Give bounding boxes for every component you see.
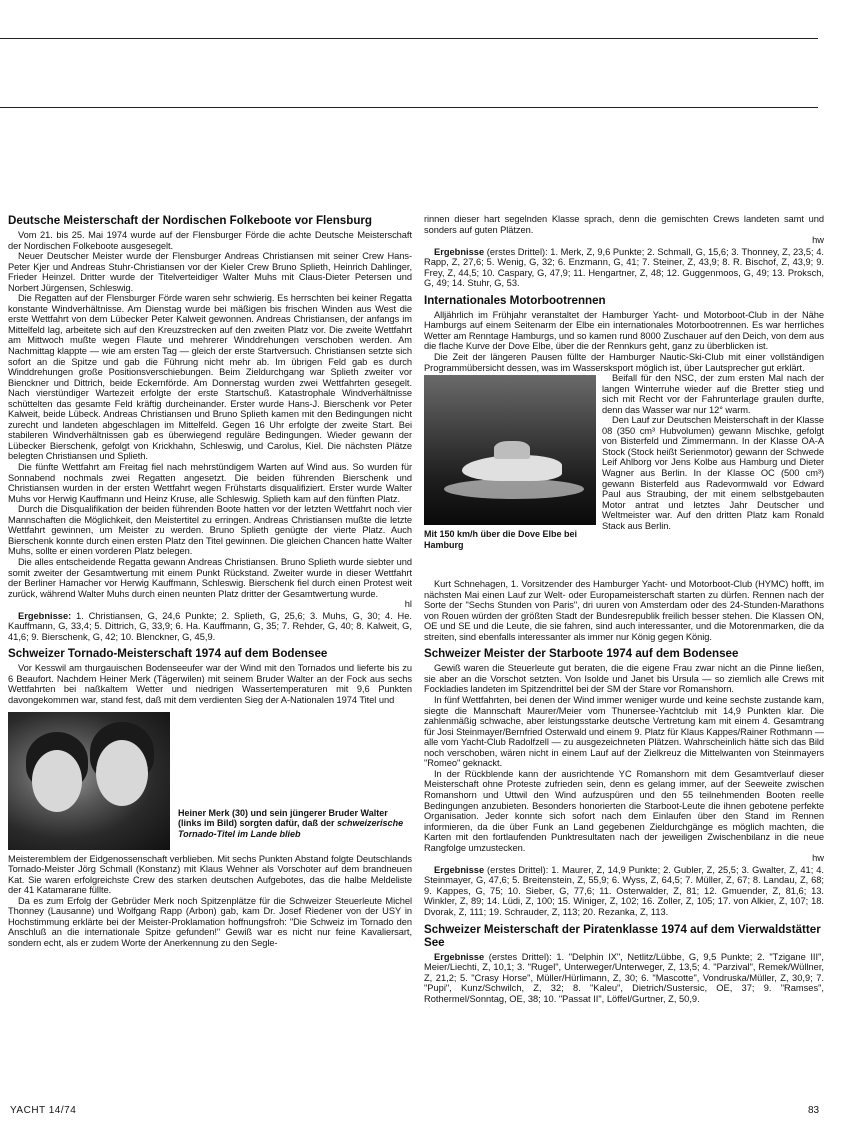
- left-column: [8, 214, 412, 1100]
- author-signature: hw: [812, 853, 824, 864]
- results-paragraph: [424, 865, 824, 918]
- author-signature: hw: [812, 235, 824, 246]
- paragraph: Die fünfte Wettfahrt am Freitag fiel nach mehrstündigem Warten auf Wind aus. So wurden für Sonnabend nochmals zwei Regatten angesetzt. Die beiden führenden Bierschenk und Christiansen wurden in der ersten Wettfahrt wegen Frühstarts disqualifiziert. Erster wurde Walter Muhs vor Herwig Kauffmann und Heinz Kruse, alle Schleswig. Splieth kam auf den fünften Platz.: [8, 462, 412, 504]
- caption-text: Heiner Merk (30) und sein jüngerer Bruder Walter (links im Bild) sorgten dafür, daß der: [178, 807, 388, 829]
- paragraph: Durch die Disqualifikation der beiden führenden Boote hatten vor der letzten Wettfahrt noch vier Mannschaften die Möglichkeit, den Meistertitel zu erringen. Andreas Christiansen mußte die letzte Wettfahrt gewinnen, um Meister zu werden. Bruno Splieth genügte der vierte Platz. Auch Bierschenk konnte durch einen ersten Platz den Titel gewinnen. Die gleichen Chancen hatte Walter Muhs, sollte er einen vorderen Platz belegen.: [8, 504, 412, 557]
- article-title-folkeboote: Deutsche Meisterschaft der Nordischen Folkeboote vor Flensburg: [8, 214, 372, 227]
- paragraph: Kurt Schnehagen, 1. Vorsitzender des Hamburger Yacht- und Motorboot-Club (HYMC) hofft, im nächsten Mai einen Lauf zur Welt- oder Europameisterschaft starten zu dürfen. Rennen nach der Sorte der "Sechs Stunden von Paris", dri uuren von Amsterdam oder des 24-Stunden-Marathons von Rouen würden der größten Stadt der Bundesrepublik freilich besser stehen. Die Klassen ON, OE und SE und die Leute, die sie fahren, sind auch interessanter, und die Motorenmarken, die da streiten, sind ebenfalls interessanter als immer nur König gegen König.: [424, 579, 824, 642]
- results-paragraph: [8, 611, 412, 643]
- paragraph: In fünf Wettfahrten, bei denen der Wind immer weniger wurde und keine sechste zustande kam, siegte die Mannschaft Maurer/Meier vom Thunersee-Yachtclub mit 14,9 Punkten klar. Die zahlenmäßig schwache, aber leistungsstarke deutsche Vertretung kam mit einem 4. Gesamtrang für Josi Steinmayer/Bernfried Osterwald und einem 9. Platz für Klaus Kappes/Rainer Rothmann — alle vom Yacht-Club Radolfzell — zu ausgezeichneten Plätzen. Wahrscheinlich hätte sich das Bild noch verschoben, wären nicht in einem Lauf auf der Zielkreuz die Mittelwanten von Steinmayers "Romeo" geknackt.: [424, 695, 824, 769]
- results-label: Ergebnisse:: [18, 610, 72, 621]
- results-label: Ergebnisse: [434, 951, 485, 962]
- paragraph: Vor Kesswil am thurgauischen Bodenseeufer war der Wind mit den Tornados und lieferte bis zu 6 Beaufort. Nachdem Heiner Merk (Tägerwilen) mit seinem Bruder Walter an der Fock aus sechs Wettfahrten bei naßkaltem Wetter und niedrigen Wassertemperaturen mit 9,6 Punkten davongekommen war, stand fest, daß mit dem verdienten Sieg der A-Nationalen 1974 Titel und: [8, 663, 412, 705]
- results-paragraph: [424, 247, 824, 289]
- paragraph: Alljährlich im Frühjahr veranstaltet der Hamburger Yacht- und Motorboot-Club in der Nähe Hamburgs auf einem Seitenarm der Elbe ein internationales Motorbootrennen. Es war herrliches Wetter am Renntage Hamburgs, und so kamen rund 8000 Zuschauer auf den Deich, von dem aus die flache Kurve der Dove Elbe, über die der Rennkurs geht, ganz zu überblicken ist.: [424, 309, 824, 352]
- paragraph: Die alles entscheidende Regatta gewann Andreas Christiansen. Bruno Splieth wurde siebter und somit zweiter der Gesamtwertung mit einem Punkt Rückstand. Zweiter wurde in dieser Wettfahrt der Berliner Hamacher vor Herwig Kauffmann, Schleswig. Bierschenk fiel durch einen Protest weit zurück, während Walter Muhs durch einen neunten Platz dritter der Gesamtwertung wurde.: [8, 556, 412, 599]
- photo-powerboat: [424, 375, 596, 525]
- paragraph: Neuer Deutscher Meister wurde der Flensburger Andreas Christiansen mit seiner Crew Hans-Peter Kjer und Andreas Stuhr-Christiansen vor der Kieler Crew Bruno Splieth, Heinrich Dahlinger, Frieder Heinzel. Dritter wurde der Titelverteidiger Walter Muhs mit Claus-Dieter Petersen und Norbert Jürgensen, Schleswig.: [8, 251, 412, 293]
- results-text: 1. Christiansen, G, 24,6 Punkte; 2. Splieth, G, 25,6; 3. Muhs, G, 30; 4. He. Kauffmann, G, 33,4; 5. Dittrich, G, 33,9; 6. Ha. Kauffmann, G, 35; 7. Rehder, G, 40; 8. Kalweit, G, 41,6; 9. Bierschenk, G, 42; 10. Blenckner, G, 45,9.: [8, 610, 412, 642]
- article-title-starboote: Schweizer Meister der Starboote 1974 auf dem Bodensee: [424, 647, 739, 661]
- paragraph: Beifall für den NSC, der zum ersten Mal nach der langen Winterruhe wieder auf die Bretter stieg und sich mit Recht vor der Fahrunterlage graulen durfte, denn das Wasser war nur 12° warm.: [602, 373, 824, 415]
- right-column: [424, 214, 824, 1100]
- paragraph: Vom 21. bis 25. Mai 1974 wurde auf der Flensburger Förde die achte Deutsche Meisterschaft der Nordischen Folkeboote ausgesegelt.: [8, 230, 412, 251]
- results-text: (erstes Drittel): 1. "Delphin IX", Netlitz/Lübbe, G, 9,5 Punkte; 2. "Tzigane III", Meier/Liechti, Z, 10,1; 3. "Rugel", Unterweger/Unterweger, Z, 13,5; 4. "Parzival", Remek/Wüllner, Z, 21,2; 5. "Crasy Horse", Müller/Hürlimann, Z, 30; 6. "Mascotte", Vondruska/Müller, Z, 30,9; 7. "Pupi", Kunz/Schwilch, Z, 32; 8. "Kaleu", Dietrich/Sustersic, OE, 37; 9. "Ramses", Rothermel/Sonntag, OE, 38; 10. "Passat II", Löffel/Gurtner, Z, 50,9.: [424, 951, 824, 1004]
- magazine-footer: YACHT 14/74: [10, 1105, 77, 1116]
- photo-caption-boat: Mit 150 km/h über die Dove Elbe bei Hamburg: [424, 529, 578, 550]
- paragraph: Da es zum Erfolg der Gebrüder Merk noch Spitzenplätze für die Schweizer Steuerleute Michel Thonney (Lausanne) und Wolfgang Rapp (Arbon) gab, kam Dr. Josef Riedener von der USY in Hochstimmung erklärte bei der Meister-Proklamation hoffnungsfroh: "Die Schweiz im Tornado den Anschluß an die internationale Spitze gefunden!" Gewiß war es nicht nur feine Kavaliersart, sondern echt, als er zudem Worte der Anerkennung zu den Segle-: [8, 895, 412, 948]
- results-label: Ergebnisse: [434, 246, 485, 257]
- article-title-motorboot: Internationales Motorbootrennen: [424, 293, 606, 307]
- paragraph: Die Regatten auf der Flensburger Förde waren sehr schwierig. Es herrschten bei keiner Regatta konstante Windverhältnisse. Am Dienstag wurde bei mäßigen bis frischen Winden aus West die erste Wettfahrt von dem Lübecker Peter Kalweit gewonnen. Andreas Christiansen, der anfangs im Mittelfeld lag, arbeitete sich auf den Kreuzstrecken auf den zweiten Platz vor. Die zweite Wettfahrt am Mittwoch mußte wegen Flaute und mehrerer Winddrehungen verschoben werden. Am Nachmittag klappte — wie am ersten Tag — gleich der erste Startversuch. Christiansen setzte sich sofort an die Spitze und gab die Führung nicht mehr ab. Im übrigen Feld gab es durch Winddrehungen große Positionsverschiebungen. Beim Zieldurchgang war Splieth zweiter vor Bienckner und Dittrich, beide Eckernförde. Am Donnerstag wurden zwei Wettfahrten gesegelt. Nach vierstündiger Wartezeit erfolgte der erste Startschuß. Katastrophale Windverhältnisse schüttelten das gesamte Feld kräftig durcheinander. Erster wurde Hans-J. Bierschenk vor Peter Kalweit, beide Lübeck. Andreas Christiansen und Bruno Splieth kamen mit den Bedingungen nicht zurecht und landeten abgeschlagen im Mittelfeld. Gegen 16 Uhr erfolgte der zweite Start. Bei stabileren Windverhältnissen gab es überwiegend reguläre Bedingungen. Wieder gewann der Lübecker Bierschenk, gefolgt von Krickhahn, Schleswig, und Carolus, Kiel. Die nächsten Plätze belegten Christiansen und Splieth.: [8, 293, 412, 462]
- photo-block-boat: [424, 373, 824, 579]
- results-text: (erstes Drittel): 1. Merk, Z, 9,6 Punkte; 2. Schmall, G, 15,6; 3. Thonney, Z, 23,5; 4. Rapp, Z, 27,6; 5. Wenig, G, 32; 6. Enzmann, G, 41; 7. Steiner, Z, 43,9; 8. R. Bischof, Z, 43,9; 9. Frey, Z, 44,5; 10. Caspary, G, 47,9; 11. Hengartner, Z, 48; 12. Guggenmoos, G, 49; 13. Proksch, G, 49; 14. Stuhr, G, 53.: [424, 246, 824, 289]
- photo-caption-merk: [178, 808, 410, 840]
- paragraph: Meisteremblem der Eidgenossenschaft verblieben. Mit sechs Punkten Abstand folgte Deutschlands Tornado-Meister Jörg Schmall (Konstanz) mit Klaus Wehner als Vorschoter auf dem brandneuen Kat. Sie waren erfolgreichste Crew des starken deutschen Aufgebotes, das die halbe Meldeliste der 41 Katamarane füllte.: [8, 853, 412, 896]
- results-label: Ergebnisse: [434, 864, 485, 875]
- paragraph: Den Lauf zur Deutschen Meisterschaft in der Klasse 08 (350 cm³ Hubvolumen) gewann Mischke, gefolgt von Bisterfeld und Zimmermann. In der Klasse OA-A Stock (Stock heißt Serienmotor) gewann der Schwede Leif Ahlborg vor Jens Kolbe aus Hamburg und Dieter Wagner aus Berlin. In der Klasse OC (500 cm³) gewann Bisterfeld aus Radevormwald vor Edward Paul aus Straubing, der mit einem selbstgebauten Motor antrat und letztes Jahr Deutscher und Weltmeister war. Auf den dritten Platz kam Ronald Stack aus Berlin.: [602, 415, 824, 531]
- author-signature: hl: [404, 599, 412, 610]
- caption-italic-text: schweizerische Tornado-Titel im Lande blieb: [178, 818, 404, 839]
- article-title-piratenklasse: Schweizer Meisterschaft der Piratenklasse 1974 auf dem Vierwaldstätter See: [424, 922, 821, 949]
- results-paragraph: [424, 952, 824, 1005]
- top-rule-1: [0, 38, 818, 39]
- paragraph: rinnen dieser hart segelnden Klasse sprach, denn die gemischten Crews landeten samt und sonders auf guten Plätzen.: [424, 214, 824, 235]
- paragraph: Die Zeit der längeren Pausen füllte der Hamburger Nautic-Ski-Club mit einer vollständigen Programmübersicht dessen, was im Wassersksport möglich ist, über Lautsprecher gut erklärt.: [424, 352, 824, 373]
- top-rule-2: [0, 107, 818, 108]
- paragraph: In der Rückblende kann der ausrichtende YC Romanshorn mit dem Gesamtverlauf dieser Meisterschaft ohne Proteste zufrieden sein, denn es gelang immer, auf der Seeweite zwischen Romanshorn und Uttwil den Wind aufzuspüren und den 55 teilnehmenden Booten reelle Bedingungen anzubieten. Besonders honorierten die Starboot-Leute die ihnen gebotene perfekte Organisation. Jeder konnte sich sofort nach dem Einlaufen über den Stand im Rennen informieren, da die über Funk an Land gegebenen Zieldurchgänge es möglich machten, die Karten mit den fortlaufenden Punktresultaten nach der jeweiligen Zwischenbilanz in die neue Rangfolge umzustecken.: [424, 768, 824, 853]
- article-title-tornado: Schweizer Tornado-Meisterschaft 1974 auf dem Bodensee: [8, 647, 328, 661]
- photo-block-merk: [8, 712, 412, 850]
- page-number: 83: [808, 1105, 820, 1116]
- results-text: (erstes Drittel): 1. Maurer, Z, 14,9 Punkte; 2. Gubler, Z, 25,5; 3. Gwalter, Z, 41; 4. Steinmayer, G, 47,6; 5. Breitenstein, Z, 55,9; 6. Wyss, Z, 64,5; 7. Müller, Z, 67; 8. Landau, Z, 68; 9. Kappes, G, 75; 10. Sieber, G, 77,6; 11. Osterwalder, Z, 81; 12. Gmuender, Z, 81,6; 13. Winkler, Z, 89; 14. Lüdi, Z, 100; 15. Winiger, Z, 102; 16. Zoller, Z, 105; 17. von Alkier, Z, 107; 18. Dvorak, Z, 111; 19. Schrauder, Z, 113; 20. Rezanka, Z, 113.: [424, 864, 824, 917]
- photo-merk-brothers: [8, 712, 170, 850]
- float-text: [602, 373, 824, 531]
- paragraph: Gewiß waren die Steuerleute gut beraten, die die eigene Frau zwar nicht an die Pinne ließen, sie aber an die Vorschot setzten. Von Isolde und Janet bis Ursula — so ziemlich alle Crews mit Fockladies landeten im Spitzendrittel bei der SM der Stare vor Romanshorn.: [424, 663, 824, 695]
